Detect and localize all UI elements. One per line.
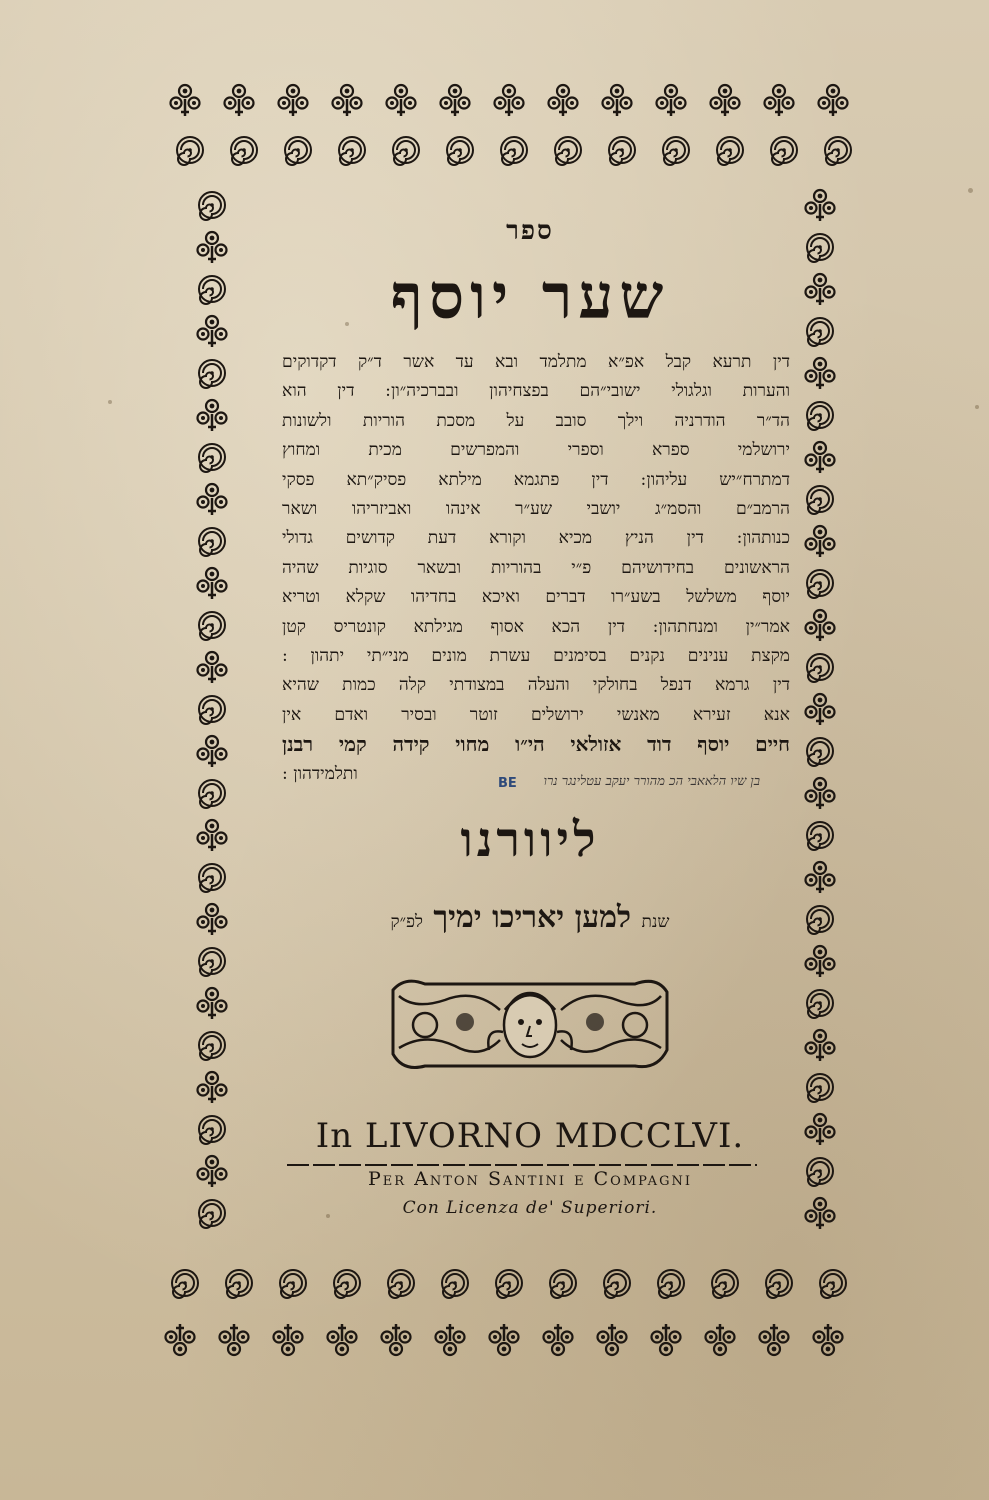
year-chronogram [270, 900, 790, 935]
city-name: ליוורנו [460, 812, 600, 868]
description-line: כנותהון: דין הניץ מכיא וקורא דעת קדושים גדולי [282, 528, 790, 549]
printer-line: Per Anton Santini e Compagni [368, 1168, 692, 1190]
paper-spot [768, 715, 773, 720]
paper-spot [108, 400, 112, 404]
description-line: דין תרעא קבל אפ״א מתלמד ובא עד אשר ד״ק דקדוקים [282, 352, 790, 372]
sefer-label: ספר [506, 216, 554, 246]
description-line: הראשונים בחידושיהם פ״י בהוריות ובשאר סוגיות שהיה [282, 557, 790, 578]
description-line: יוסף משלשל בשע״רו דברים ואיכא בחדיהו שקלא וטריא [282, 587, 790, 608]
author-line: חיים יוסף דוד אזולאי הי״ו מחוי קידה קמי רבנן [282, 732, 790, 757]
title-block [270, 200, 790, 1250]
description-line: הרמב״ם והסמ״ג יושבי שע״ר אינהו ואביזריהו ושאר [282, 499, 790, 520]
license-line: Con Licenza de' Superiori. [402, 1198, 658, 1218]
book-title: שער יוסף [390, 260, 670, 333]
handwritten-note: בן שיו הלאאבי הכ מהורר יעקב עטלינגר נרו [543, 774, 760, 789]
paper-spot [345, 322, 349, 326]
description-line: אמר״ין ומנחתהון: דין הכא אסוף מגילתא קונטריס קטן [282, 616, 790, 637]
description-line: דמתרח״יש עליהון: דין פתגמא מילתא פסיק״תא פסקי [282, 469, 790, 490]
paper-spot [326, 1214, 330, 1218]
description-line: והערות וגלגולי ישובי״הם בפצחיהון ובברכיה״ון: דין הוא [282, 381, 790, 402]
year-suffix: לפ״ק [390, 912, 423, 932]
description-line: מקצת ענינים נקנים בסימנים עשרת מונים מני״תי יתהון : [282, 646, 790, 667]
ownership-stamp: BE [498, 776, 517, 791]
paper-spot [968, 188, 973, 193]
description-line: אנא זעירא מאנשי ירושלים זוטר ובסיר ואדם אין [282, 704, 790, 725]
description-line: ותלמידהון : [282, 763, 358, 784]
cherub-head-vignette [385, 970, 675, 1080]
year-text: למען יאריכו ימיך [433, 900, 632, 935]
description-line: הד״ר הודרניה וילך סובב על מסכת הוריות ולשונות [282, 410, 790, 431]
year-prefix: שנת [641, 912, 670, 932]
description-line: ירושלמי ספרא וספרי והמפרשים מכית ומחוץ [282, 440, 790, 461]
description-line: דין גרמא דנפל בחולקי והעלה במצודתי קלה כמות שהיא [282, 675, 790, 696]
imprint-line: In LIVORNO MDCCLVI. [315, 1116, 745, 1156]
description-text [282, 348, 790, 789]
paper-spot [975, 405, 979, 409]
